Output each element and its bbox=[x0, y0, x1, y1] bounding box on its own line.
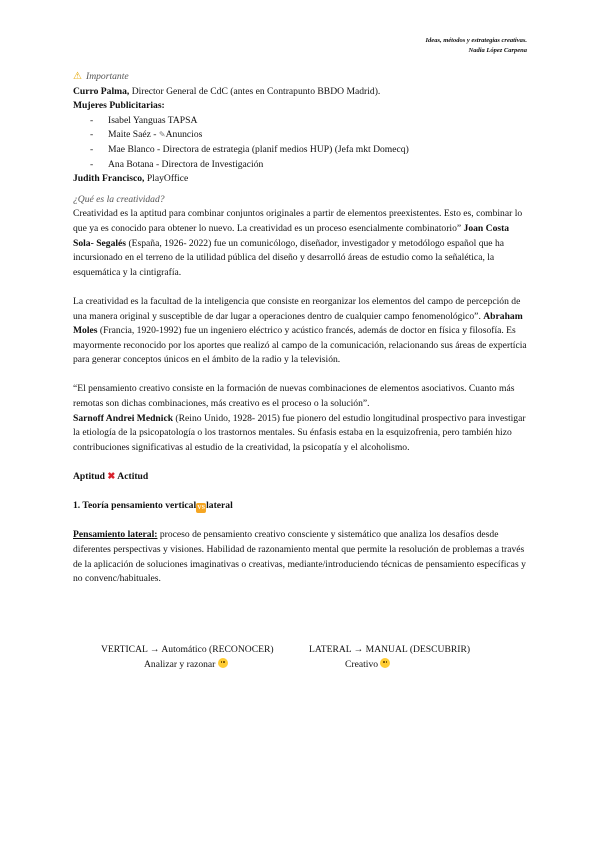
important-label: Importante bbox=[86, 71, 129, 82]
lateral-sub bbox=[345, 658, 390, 670]
curro-name: Curro Palma, bbox=[73, 85, 130, 97]
lateral-label: LATERAL → MANUAL (DESCUBRIR) bbox=[309, 644, 471, 655]
important-heading bbox=[73, 70, 528, 85]
list-item-text: Isabel Yanguas TAPSA bbox=[108, 114, 198, 126]
mujeres-title: Mujeres Publicitarias: bbox=[73, 100, 165, 112]
newspaper-icon: ✎ bbox=[158, 130, 166, 140]
header-line-1: Ideas, métodos y estrategias creativas. bbox=[425, 37, 527, 44]
list-item-suffix: Anuncios bbox=[165, 129, 203, 141]
section-title-text: 1. Teoría pensamiento vertical bbox=[73, 500, 197, 512]
cross-mark-icon: ✖ bbox=[107, 471, 116, 483]
author-name: Abraham Moles bbox=[73, 310, 523, 337]
smiling-face-icon bbox=[380, 658, 390, 668]
vertical-sub-text: Analizar y razonar bbox=[144, 659, 218, 670]
thinking-face-icon bbox=[218, 658, 228, 668]
judith-name: Judith Francisco, bbox=[73, 173, 145, 185]
vertical-sub bbox=[144, 658, 228, 670]
judith-line bbox=[73, 172, 528, 187]
paragraph-lateral-definition bbox=[73, 528, 528, 586]
versus-icon: VS bbox=[197, 505, 205, 512]
paragraph-text: La creatividad es la facultad de la inteligencia que consiste en reorganizar los elementos del campo de percepción de una manera original y susceptible de dar lugar a operaciones dentro de cualquier campo fenomenológico”. bbox=[73, 295, 521, 322]
lateral-sub-text: Creativo bbox=[345, 659, 381, 670]
paragraph-text: (España, 1926- 2022) fue un comunicólogo, diseñador, investigador y metodólogo español que ha incursionado en el terreno de la utilidad pública del diseño y desarrolló áreas de estudio como la señalética, la esquemática y la cintigrafía. bbox=[73, 237, 504, 278]
definition-term: Pensamiento lateral: bbox=[73, 529, 158, 541]
definition-text: proceso de pensamiento creativo consciente y sistemático que analiza los desafíos desde diferentes perspectivas y visiones. Habilidad de razonamiento mental que permite la resolución de problemas a través de la aplicación de soluciones imaginativas o creativas, mediante/introduciendo técnicas de pensamiento específicas y no convenc/habituales. bbox=[73, 529, 526, 585]
document-body bbox=[73, 70, 528, 587]
curro-line bbox=[73, 85, 528, 100]
list-item: - Isabel Yanguas TAPSA bbox=[90, 114, 198, 126]
paragraph-mednick-quote: “El pensamiento creativo consiste en la formación de nuevas combinaciones de elementos asociativos. Cuanto más remotas son dichas combinaciones, más creativo es el proceso o la solución”. bbox=[73, 383, 515, 410]
paragraph-costa bbox=[73, 207, 528, 280]
paragraph-text: (Reino Unido, 1928- 2015) fue pionero del estudio longitudinal prospectivo para investigar la etiología de la psicopatología o los trastornos mentales. Su énfasis estaba en la esquizofrenia, pero también hizo contribuciones significativas al estudio de la creatividad, la psicopatía y el alcoholismo. bbox=[73, 412, 526, 453]
paragraph-text: Creatividad es la aptitud para combinar conjuntos originales a partir de elementos preexistentes. Esto es, combinar lo que ya es conocido para obtener lo nuevo. La creatividad es un proceso esencialmente combinatorio” bbox=[73, 208, 523, 234]
list-item-text: Maite Saéz - bbox=[108, 129, 159, 141]
paragraph-mednick bbox=[73, 412, 528, 456]
section-title-text: lateral bbox=[206, 500, 233, 512]
page-header bbox=[426, 36, 527, 56]
creatividad-heading: ¿Qué es la creatividad? bbox=[73, 193, 165, 205]
list-item: - Mae Blanco - Directora de estrategia (planif medios HUP) (Jefa mkt Domecq) bbox=[90, 143, 409, 155]
vertical-label: VERTICAL → Automático (RECONOCER) bbox=[101, 644, 274, 655]
paragraph-moles bbox=[73, 295, 528, 368]
header-line-2: Nadia López Carpena bbox=[468, 47, 527, 54]
judith-desc: PlayOffice bbox=[144, 173, 189, 185]
actitud-label: Actitud bbox=[115, 471, 149, 483]
list-item: - Ana Botana - Directora de Investigación bbox=[90, 158, 264, 170]
list-item-text: Ana Botana - Directora de Investigación bbox=[108, 158, 264, 170]
mujeres-list bbox=[73, 114, 528, 172]
author-name: Sarnoff Andrei Mednick bbox=[73, 412, 174, 424]
aptitud-label: Aptitud bbox=[73, 471, 108, 483]
list-item: - Maite Saéz - ✎Anuncios bbox=[90, 129, 203, 141]
paragraph-text: (Francia, 1920-1992) fue un ingeniero eléctrico y acústico francés, además de doctor en física y filosofía. Es mayormente reconocido por los aportes que realizó al campo de la comunicación, relacionando sus áreas de expertícia para generar conceptos únicos en el ámbito de la radio y la televisión. bbox=[73, 325, 527, 366]
warning-icon: ⚠ bbox=[73, 71, 82, 82]
list-item-text: Mae Blanco - Directora de estrategia (planif medios HUP) (Jefa mkt Domecq) bbox=[108, 143, 409, 155]
aptitud-actitud-line bbox=[73, 470, 528, 485]
section-title-teoria bbox=[73, 499, 528, 514]
curro-desc: Director General de CdC (antes en Contrapunto BBDO Madrid). bbox=[129, 85, 381, 97]
author-name: Joan Costa Sola- Segalés bbox=[73, 222, 510, 249]
